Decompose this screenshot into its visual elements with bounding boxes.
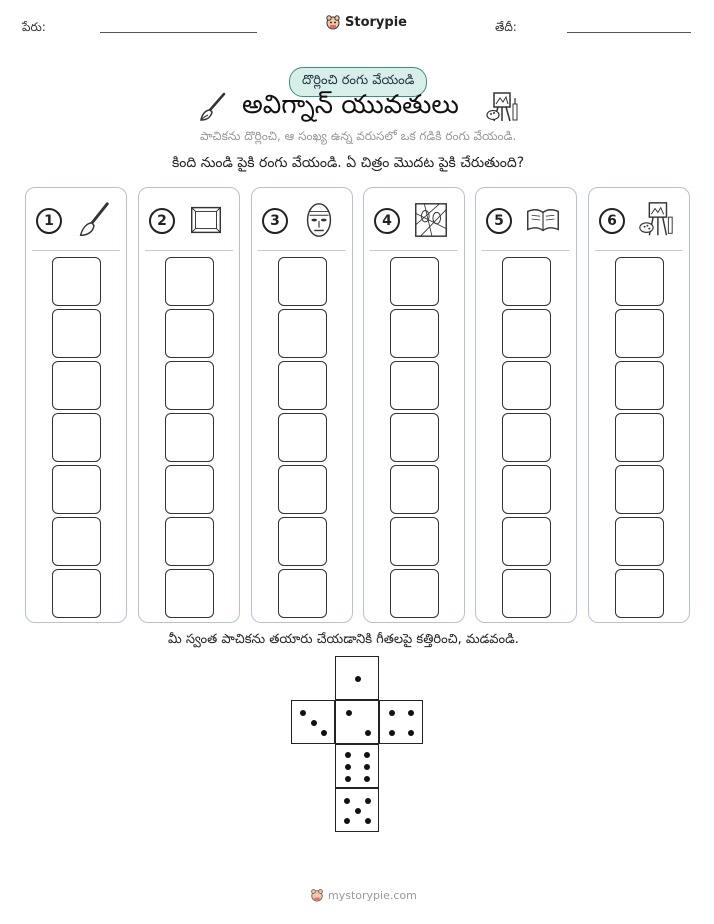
column-6 — [588, 187, 690, 623]
column-divider — [145, 250, 233, 251]
column-number: 6 — [599, 208, 625, 234]
color-box[interactable] — [390, 413, 439, 462]
column-number: 1 — [36, 208, 62, 234]
die-face-6 — [335, 744, 379, 788]
date-label: తేదీ: — [495, 20, 517, 34]
color-box[interactable] — [52, 361, 101, 410]
color-box[interactable] — [278, 569, 327, 618]
color-box[interactable] — [165, 361, 214, 410]
cubist-painting-icon — [412, 200, 450, 240]
date-line[interactable] — [567, 32, 691, 33]
color-box[interactable] — [502, 361, 551, 410]
dice-instruction: మీ స్వంత పాచికను తయారు చేయడానికి గీతలపై కత్తిరించి, మడవండి. — [168, 632, 519, 647]
footer-url[interactable]: mystorypie.com — [328, 888, 417, 902]
color-box[interactable] — [165, 569, 214, 618]
color-box[interactable] — [502, 465, 551, 514]
column-divider — [482, 250, 570, 251]
column-header — [139, 188, 239, 250]
african-mask-icon — [300, 200, 338, 240]
color-box[interactable] — [165, 309, 214, 358]
color-box[interactable] — [615, 465, 664, 514]
color-box[interactable] — [502, 413, 551, 462]
paintbrush-icon — [196, 90, 230, 124]
color-box[interactable] — [615, 569, 664, 618]
color-box[interactable] — [615, 361, 664, 410]
color-box[interactable] — [615, 517, 664, 566]
color-box[interactable] — [502, 309, 551, 358]
color-box[interactable] — [165, 465, 214, 514]
column-header — [589, 188, 689, 250]
question: కింది నుండి పైకి రంగు వేయండి. ఏ చిత్రం మొదట పైకి చేరుతుంది? — [172, 155, 525, 171]
color-box[interactable] — [278, 257, 327, 306]
brand-logo — [325, 14, 407, 30]
brand-name: Storypie — [345, 14, 407, 30]
die-face-4 — [379, 700, 423, 744]
column-2 — [138, 187, 240, 623]
paintbrush-icon — [74, 200, 112, 240]
color-box[interactable] — [165, 413, 214, 462]
column-number: 3 — [262, 208, 288, 234]
column-number: 2 — [149, 208, 175, 234]
column-4 — [363, 187, 465, 623]
color-box[interactable] — [390, 569, 439, 618]
column-3 — [251, 187, 353, 623]
storypie-mascot-icon — [325, 14, 341, 30]
column-divider — [258, 250, 346, 251]
color-box[interactable] — [390, 517, 439, 566]
color-box[interactable] — [502, 517, 551, 566]
die-face-3 — [291, 700, 335, 744]
color-box[interactable] — [52, 465, 101, 514]
die-face-5 — [335, 788, 379, 832]
easel-palette-icon — [637, 200, 675, 240]
activity-badge: దొర్లించి రంగు వేయండి — [289, 67, 427, 97]
color-box[interactable] — [390, 465, 439, 514]
color-box[interactable] — [278, 465, 327, 514]
color-box[interactable] — [278, 517, 327, 566]
color-box[interactable] — [390, 309, 439, 358]
color-box[interactable] — [165, 257, 214, 306]
die-face-1 — [335, 656, 379, 700]
color-box[interactable] — [278, 309, 327, 358]
color-box[interactable] — [615, 309, 664, 358]
column-divider — [595, 250, 683, 251]
color-box[interactable] — [278, 413, 327, 462]
color-box[interactable] — [52, 309, 101, 358]
name-line[interactable] — [100, 32, 257, 33]
column-5 — [475, 187, 577, 623]
color-box[interactable] — [502, 257, 551, 306]
column-header — [364, 188, 464, 250]
column-1 — [25, 187, 127, 623]
color-box[interactable] — [390, 361, 439, 410]
column-number: 5 — [486, 208, 512, 234]
color-box[interactable] — [390, 257, 439, 306]
color-box[interactable] — [52, 517, 101, 566]
column-number: 4 — [374, 208, 400, 234]
color-box[interactable] — [165, 517, 214, 566]
column-header — [26, 188, 126, 250]
color-box[interactable] — [278, 361, 327, 410]
column-divider — [32, 250, 120, 251]
column-header — [252, 188, 352, 250]
footer — [310, 888, 417, 902]
canvas-frame-icon — [187, 200, 225, 240]
storypie-mascot-icon — [310, 888, 324, 902]
color-box[interactable] — [502, 569, 551, 618]
die-face-2 — [335, 700, 379, 744]
name-label: పేరు: — [22, 20, 46, 34]
color-box[interactable] — [615, 257, 664, 306]
easel-palette-icon — [486, 90, 520, 124]
color-box[interactable] — [52, 413, 101, 462]
column-header — [476, 188, 576, 250]
column-divider — [370, 250, 458, 251]
subtitle: పాచికను దొర్లించి, ఆ సంఖ్య ఉన్న వరుసలో ఒక గడికి రంగు వేయండి. — [200, 129, 517, 143]
open-book-icon — [524, 200, 562, 240]
color-box[interactable] — [615, 413, 664, 462]
color-box[interactable] — [52, 569, 101, 618]
color-box[interactable] — [52, 257, 101, 306]
page-title: అవిగ్నాన్ యువతులు — [242, 90, 459, 120]
